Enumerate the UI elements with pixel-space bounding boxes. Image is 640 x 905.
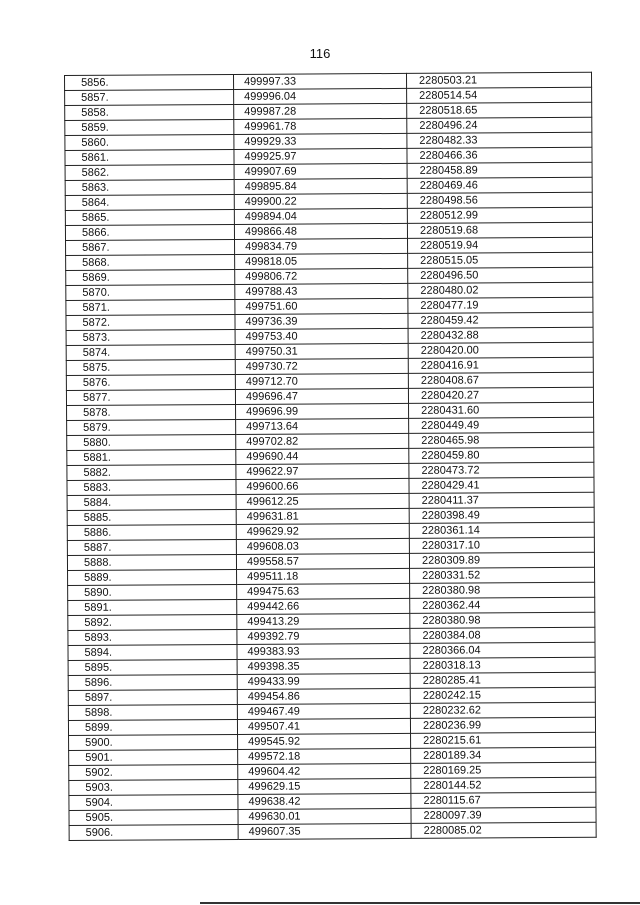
y-coordinate-cell: 2280429.41 — [409, 477, 594, 493]
x-coordinate-cell: 499696.47 — [235, 388, 408, 404]
x-coordinate-cell: 499961.78 — [234, 118, 407, 134]
point-number-cell: 5882. — [67, 464, 236, 480]
x-coordinate-cell: 499895.84 — [234, 178, 407, 194]
y-coordinate-cell: 2280232.62 — [410, 702, 595, 718]
y-coordinate-cell: 2280420.00 — [408, 342, 593, 358]
y-coordinate-cell: 2280309.89 — [409, 552, 594, 568]
x-coordinate-cell: 499622.97 — [236, 463, 409, 479]
x-coordinate-cell: 499690.44 — [236, 448, 409, 464]
y-coordinate-cell: 2280477.19 — [408, 297, 593, 313]
point-number-cell: 5904. — [69, 794, 238, 810]
x-coordinate-cell: 499696.99 — [236, 403, 409, 419]
x-coordinate-cell: 499736.39 — [235, 313, 408, 329]
y-coordinate-cell: 2280189.34 — [411, 747, 596, 763]
x-coordinate-cell: 499608.03 — [236, 538, 409, 554]
point-number-cell: 5896. — [68, 674, 237, 690]
point-number-cell: 5871. — [66, 299, 235, 315]
coordinate-table — [64, 72, 597, 841]
point-number-cell: 5859. — [65, 119, 234, 135]
y-coordinate-cell: 2280144.52 — [411, 777, 596, 793]
point-number-cell: 5857. — [65, 89, 234, 105]
point-number-cell: 5901. — [69, 749, 238, 765]
y-coordinate-cell: 2280285.41 — [410, 672, 595, 688]
x-coordinate-cell: 499383.93 — [237, 643, 410, 659]
y-coordinate-cell: 2280085.02 — [411, 822, 596, 838]
y-coordinate-cell: 2280496.50 — [408, 267, 593, 283]
scan-edge-line — [200, 902, 640, 904]
point-number-cell: 5858. — [65, 104, 234, 120]
point-number-cell: 5899. — [68, 719, 237, 735]
x-coordinate-cell: 499511.18 — [237, 568, 410, 584]
y-coordinate-cell: 2280215.61 — [411, 732, 596, 748]
y-coordinate-cell: 2280498.56 — [407, 192, 592, 208]
x-coordinate-cell: 499558.57 — [236, 553, 409, 569]
y-coordinate-cell: 2280380.98 — [410, 612, 595, 628]
point-number-cell: 5885. — [67, 509, 236, 525]
y-coordinate-cell: 2280361.14 — [409, 522, 594, 538]
y-coordinate-cell: 2280503.21 — [406, 72, 591, 88]
x-coordinate-cell: 499629.92 — [236, 523, 409, 539]
point-number-cell: 5893. — [68, 629, 237, 645]
point-number-cell: 5897. — [68, 689, 237, 705]
x-coordinate-cell: 499604.42 — [238, 763, 411, 779]
x-coordinate-cell: 499572.18 — [238, 748, 411, 764]
point-number-cell: 5869. — [66, 269, 235, 285]
point-number-cell: 5870. — [66, 284, 235, 300]
x-coordinate-cell: 499753.40 — [235, 328, 408, 344]
y-coordinate-cell: 2280449.49 — [409, 417, 594, 433]
x-coordinate-cell: 499929.33 — [234, 133, 407, 149]
x-coordinate-cell: 499702.82 — [236, 433, 409, 449]
point-number-cell: 5879. — [67, 419, 236, 435]
point-number-cell: 5903. — [69, 779, 238, 795]
y-coordinate-cell: 2280459.42 — [408, 312, 593, 328]
y-coordinate-cell: 2280519.94 — [408, 237, 593, 253]
y-coordinate-cell: 2280515.05 — [408, 252, 593, 268]
y-coordinate-cell: 2280097.39 — [411, 807, 596, 823]
point-number-cell: 5884. — [67, 494, 236, 510]
x-coordinate-cell: 499545.92 — [238, 733, 411, 749]
x-coordinate-cell: 499398.35 — [237, 658, 410, 674]
point-number-cell: 5898. — [68, 704, 237, 720]
x-coordinate-cell: 499907.69 — [234, 163, 407, 179]
x-coordinate-cell: 499788.43 — [235, 283, 408, 299]
point-number-cell: 5867. — [66, 239, 235, 255]
y-coordinate-cell: 2280411.37 — [409, 492, 594, 508]
x-coordinate-cell: 499834.79 — [235, 238, 408, 254]
point-number-cell: 5860. — [65, 134, 234, 150]
page-number: 116 — [309, 46, 331, 61]
y-coordinate-cell: 2280496.24 — [407, 117, 592, 133]
point-number-cell: 5865. — [65, 209, 234, 225]
x-coordinate-cell: 499730.72 — [235, 358, 408, 374]
point-number-cell: 5872. — [66, 314, 235, 330]
y-coordinate-cell: 2280465.98 — [409, 432, 594, 448]
point-number-cell: 5856. — [65, 74, 234, 90]
y-coordinate-cell: 2280169.25 — [411, 762, 596, 778]
x-coordinate-cell: 499631.81 — [236, 508, 409, 524]
point-number-cell: 5881. — [67, 449, 236, 465]
y-coordinate-cell: 2280416.91 — [408, 357, 593, 373]
point-number-cell: 5900. — [69, 734, 238, 750]
x-coordinate-cell: 499433.99 — [237, 673, 410, 689]
y-coordinate-cell: 2280459.80 — [409, 447, 594, 463]
x-coordinate-cell: 499600.66 — [236, 478, 409, 494]
y-coordinate-cell: 2280518.65 — [407, 102, 592, 118]
point-number-cell: 5905. — [69, 809, 238, 825]
y-coordinate-cell: 2280482.33 — [407, 132, 592, 148]
y-coordinate-cell: 2280236.99 — [410, 717, 595, 733]
y-coordinate-cell: 2280384.08 — [410, 627, 595, 643]
point-number-cell: 5883. — [67, 479, 236, 495]
y-coordinate-cell: 2280432.88 — [408, 327, 593, 343]
point-number-cell: 5887. — [67, 539, 236, 555]
y-coordinate-cell: 2280420.27 — [408, 387, 593, 403]
y-coordinate-cell: 2280318.13 — [410, 657, 595, 673]
point-number-cell: 5902. — [69, 764, 238, 780]
point-number-cell: 5895. — [68, 659, 237, 675]
point-number-cell: 5892. — [68, 614, 237, 630]
point-number-cell: 5906. — [69, 824, 238, 840]
y-coordinate-cell: 2280362.44 — [410, 597, 595, 613]
point-number-cell: 5866. — [65, 224, 234, 240]
x-coordinate-cell: 499507.41 — [237, 718, 410, 734]
point-number-cell: 5877. — [66, 389, 235, 405]
x-coordinate-cell: 499454.86 — [237, 688, 410, 704]
x-coordinate-cell: 499806.72 — [235, 268, 408, 284]
x-coordinate-cell: 499612.25 — [236, 493, 409, 509]
point-number-cell: 5873. — [66, 329, 235, 345]
x-coordinate-cell: 499900.22 — [234, 193, 407, 209]
y-coordinate-cell: 2280331.52 — [410, 567, 595, 583]
y-coordinate-cell: 2280398.49 — [409, 507, 594, 523]
x-coordinate-cell: 499925.97 — [234, 148, 407, 164]
point-number-cell: 5874. — [66, 344, 235, 360]
y-coordinate-cell: 2280431.60 — [409, 402, 594, 418]
x-coordinate-cell: 499866.48 — [234, 223, 407, 239]
x-coordinate-cell: 499997.33 — [233, 73, 406, 89]
point-number-cell: 5889. — [68, 569, 237, 585]
x-coordinate-cell: 499712.70 — [235, 373, 408, 389]
point-number-cell: 5861. — [65, 149, 234, 165]
x-coordinate-cell: 499996.04 — [234, 88, 407, 104]
y-coordinate-cell: 2280466.36 — [407, 147, 592, 163]
y-coordinate-cell: 2280380.98 — [410, 582, 595, 598]
y-coordinate-cell: 2280458.89 — [407, 162, 592, 178]
point-number-cell: 5890. — [68, 584, 237, 600]
point-number-cell: 5862. — [65, 164, 234, 180]
x-coordinate-cell: 499475.63 — [237, 583, 410, 599]
point-number-cell: 5864. — [65, 194, 234, 210]
y-coordinate-cell: 2280469.46 — [407, 177, 592, 193]
x-coordinate-cell: 499630.01 — [238, 808, 411, 824]
point-number-cell: 5878. — [67, 404, 236, 420]
y-coordinate-cell: 2280408.67 — [408, 372, 593, 388]
point-number-cell: 5894. — [68, 644, 237, 660]
table-row — [69, 822, 596, 840]
y-coordinate-cell: 2280317.10 — [409, 537, 594, 553]
x-coordinate-cell: 499894.04 — [234, 208, 407, 224]
point-number-cell: 5886. — [67, 524, 236, 540]
y-coordinate-cell: 2280512.99 — [407, 207, 592, 223]
x-coordinate-cell: 499607.35 — [238, 823, 411, 839]
x-coordinate-cell: 499413.29 — [237, 613, 410, 629]
y-coordinate-cell: 2280514.54 — [407, 87, 592, 103]
y-coordinate-cell: 2280115.67 — [411, 792, 596, 808]
x-coordinate-cell: 499629.15 — [238, 778, 411, 794]
point-number-cell: 5891. — [68, 599, 237, 615]
x-coordinate-cell: 499987.28 — [234, 103, 407, 119]
point-number-cell: 5875. — [66, 359, 235, 375]
x-coordinate-cell: 499467.49 — [237, 703, 410, 719]
x-coordinate-cell: 499392.79 — [237, 628, 410, 644]
point-number-cell: 5888. — [67, 554, 236, 570]
y-coordinate-cell: 2280473.72 — [409, 462, 594, 478]
y-coordinate-cell: 2280519.68 — [407, 222, 592, 238]
y-coordinate-cell: 2280366.04 — [410, 642, 595, 658]
point-number-cell: 5880. — [67, 434, 236, 450]
coordinate-table-body — [65, 72, 597, 840]
point-number-cell: 5876. — [66, 374, 235, 390]
x-coordinate-cell: 499751.60 — [235, 298, 408, 314]
x-coordinate-cell: 499713.64 — [236, 418, 409, 434]
point-number-cell: 5868. — [66, 254, 235, 270]
y-coordinate-cell: 2280242.15 — [410, 687, 595, 703]
x-coordinate-cell: 499442.66 — [237, 598, 410, 614]
x-coordinate-cell: 499750.31 — [235, 343, 408, 359]
x-coordinate-cell: 499638.42 — [238, 793, 411, 809]
point-number-cell: 5863. — [65, 179, 234, 195]
x-coordinate-cell: 499818.05 — [235, 253, 408, 269]
y-coordinate-cell: 2280480.02 — [408, 282, 593, 298]
